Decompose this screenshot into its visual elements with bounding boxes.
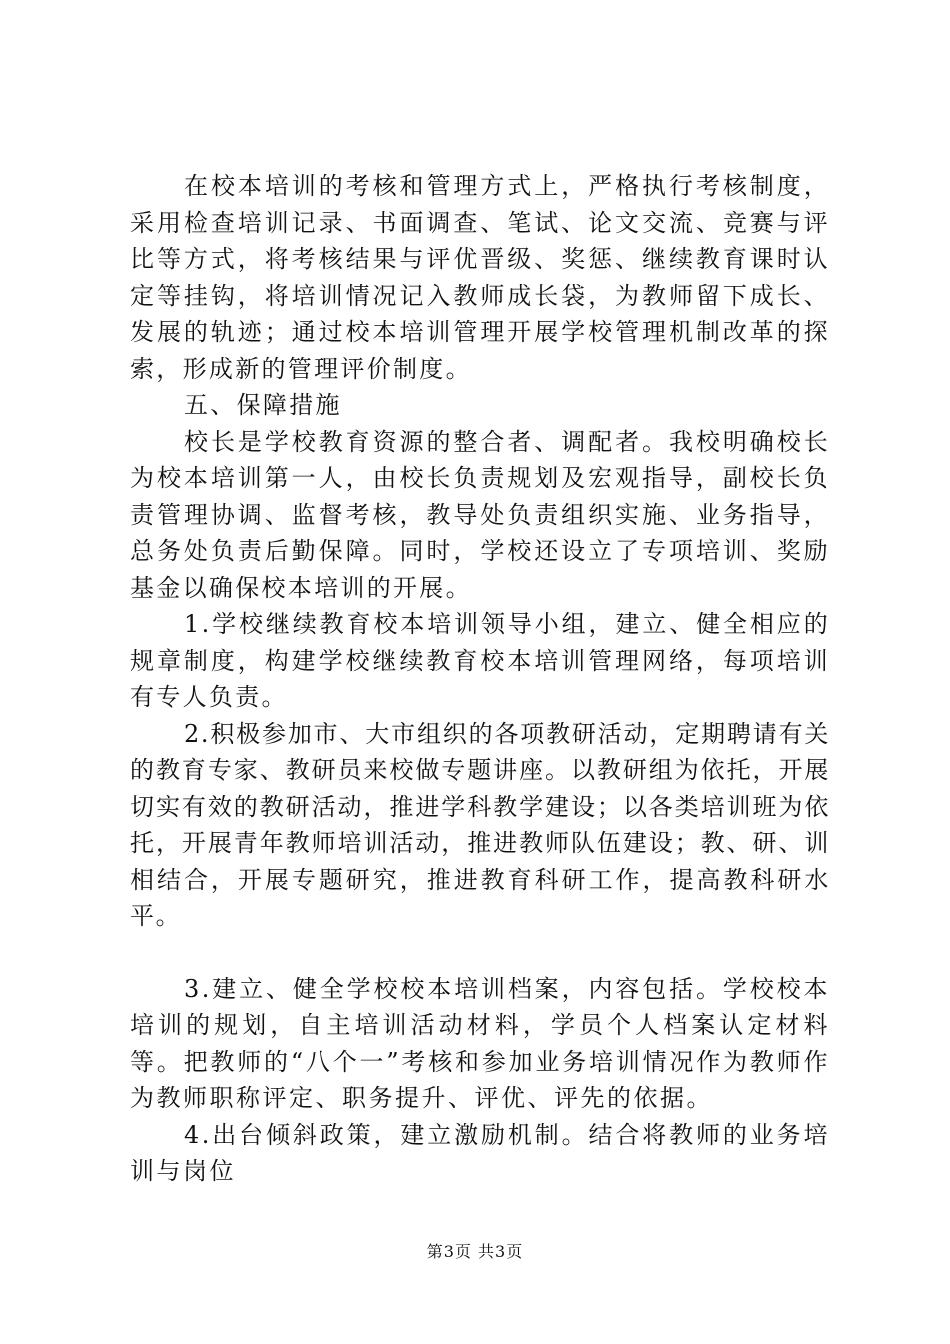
paragraph-item-3: 3.建立、健全学校校本培训档案，内容包括。学校校本培训的规划，自主培训活动材料，学员个人档案认定材料等。把教师的“八个一”考核和参加业务培训情况作为教师作为教师职称评定、职务提升、评优、评先的依据。 xyxy=(130,974,830,1112)
paragraph-item-2: 2.积极参加市、大市组织的各项教研活动，定期聘请有关的教育专家、教研员来校做专题讲座。以教研组为依托，开展切实有效的教研活动，推进学科教学建设；以各类培训班为依托，开展青年教师培训活动，推进教师队伍建设；教、研、训相结合，开展专题研究，推进教育科研工作，提高教科研水平。 xyxy=(130,719,830,930)
paragraph-item-1: 1.学校继续教育校本培训领导小组，建立、健全相应的规章制度，构建学校继续教育校本培训管理网络，每项培训有专人负责。 xyxy=(130,610,830,711)
paragraph-principal-role: 校长是学校教育资源的整合者、调配者。我校明确校长为校本培训第一人，由校长负责规划及宏观指导，副校长负责管理协调、监督考核，教导处负责组织实施、业务指导，总务处负责后勤保障。同时，学校还设立了专项培训、奖励基金以确保校本培训的开展。 xyxy=(130,427,830,602)
document-body xyxy=(130,168,830,1190)
paragraph-item-4: 4.出台倾斜政策，建立激励机制。结合将教师的业务培训与岗位 xyxy=(130,1120,830,1185)
paragraph-assessment-management: 在校本培训的考核和管理方式上，严格执行考核制度，采用检查培训记录、书面调查、笔试、论文交流、竞赛与评比等方式，将考核结果与评优晋级、奖惩、继续教育课时认定等挂钩，将培训情况记入教师成长袋，为教师留下成长、发展的轨迹；通过校本培训管理开展学校管理机制改革的探索，形成新的管理评价制度。 xyxy=(130,172,830,383)
page-footer: 第3页 共3页 xyxy=(426,1242,524,1261)
section-heading-guarantee-measures: 五、保障措施 xyxy=(184,391,342,419)
